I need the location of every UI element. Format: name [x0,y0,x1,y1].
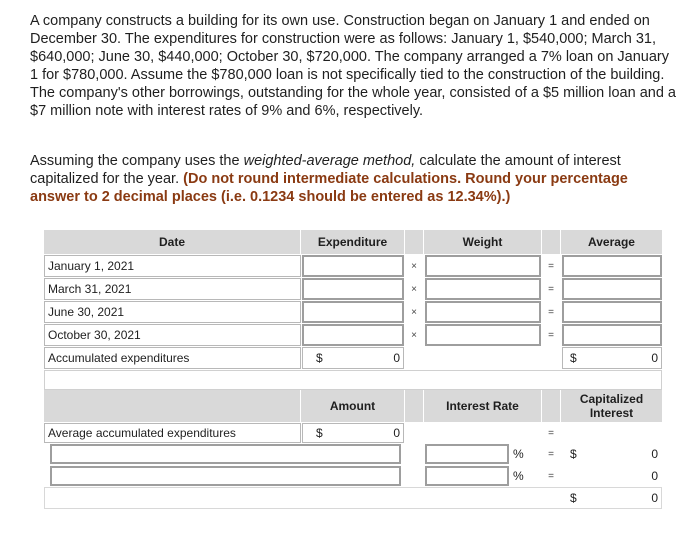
row-date: June 30, 2021 [48,305,125,319]
equals-sign: = [548,470,554,482]
equals-sign: = [548,283,554,295]
row-date: March 31, 2021 [48,282,132,296]
header-capitalized-interest: Capitalized Interest [561,390,662,422]
expenditure-input[interactable] [302,301,404,323]
header-interest-rate: Interest Rate [424,390,541,422]
dollar-sign: $ [316,426,323,440]
header-average: Average [561,230,662,254]
times-sign: × [411,306,417,318]
table-spacer-row [44,370,662,390]
expenditure-input[interactable] [302,324,404,346]
accumulated-expenditure-total: 0 [393,351,400,365]
dollar-sign: $ [316,351,323,365]
header-spacer [405,390,423,422]
header-expenditure: Expenditure [301,230,404,254]
equals-sign: = [548,260,554,272]
average-input[interactable] [562,278,662,300]
dollar-sign: $ [570,491,577,505]
header-blank [44,390,300,422]
weight-input[interactable] [425,255,541,277]
avg-amount-value: 0 [393,426,400,440]
problem-text: A company constructs a building for its own use. Construction began on January 1 and ended on December 30. The expenditures for construction were as follows: January 1, $540,000; March 31, $640,000; June 30, $440,000; October 30, $720,000. The company arranged a 7% loan on January 1 for $780,000. Assume the $780,000 loan is not specifically tied to the construction of the building. The company's other borrowings, outstanding for the whole year, consisted of a $5 million loan and a $7 million note with interest rates of 9% and 6%, respectively. [30,13,676,119]
dollar-sign: $ [570,351,577,365]
header-spacer [405,230,423,254]
times-sign: × [411,283,417,295]
percent-sign: % [513,469,524,483]
average-input[interactable] [562,255,662,277]
average-input[interactable] [562,301,662,323]
row-date: October 30, 2021 [48,328,141,342]
row-date: January 1, 2021 [48,259,135,273]
total-capitalized-interest: 0 [651,491,658,505]
capitalized-interest-value: 0 [651,469,658,483]
header-date: Date [44,230,300,254]
average-input[interactable] [562,324,662,346]
times-sign: × [411,260,417,272]
instructions [30,152,680,206]
weight-input[interactable] [425,301,541,323]
equals-sign: = [548,329,554,341]
equals-sign: = [548,448,554,460]
weight-input[interactable] [425,278,541,300]
times-sign: × [411,329,417,341]
header-amount: Amount [301,390,404,422]
dollar-sign: $ [570,447,577,461]
percent-sign: % [513,447,524,461]
header-weight: Weight [424,230,541,254]
instruction-mid: calculate the amount of interest capitalized for the year. [30,153,621,187]
expenditure-input[interactable] [302,255,404,277]
equals-sign: = [548,427,554,439]
instruction-method: weighted-average method, [243,153,416,169]
header-spacer [542,230,560,254]
capitalized-interest-value: 0 [651,447,658,461]
expenditure-input[interactable] [302,278,404,300]
equals-sign: = [548,306,554,318]
interest-rate-input[interactable] [425,444,509,464]
accumulated-average-total: 0 [651,351,658,365]
interest-rate-input[interactable] [425,466,509,486]
avg-accumulated-label: Average accumulated expenditures [48,426,236,440]
instruction-prefix: Assuming the company uses the [30,153,244,169]
borrowing-label-input[interactable] [50,444,401,464]
header-spacer [542,390,560,422]
accumulated-label: Accumulated expenditures [48,351,190,365]
instruction-rounding: (Do not round intermediate calculations. Round your percentage answer to 2 decimal places (i.e. 0.1234 should be entered as 12.34%).) [30,171,628,205]
weight-input[interactable] [425,324,541,346]
borrowing-label-input[interactable] [50,466,401,486]
